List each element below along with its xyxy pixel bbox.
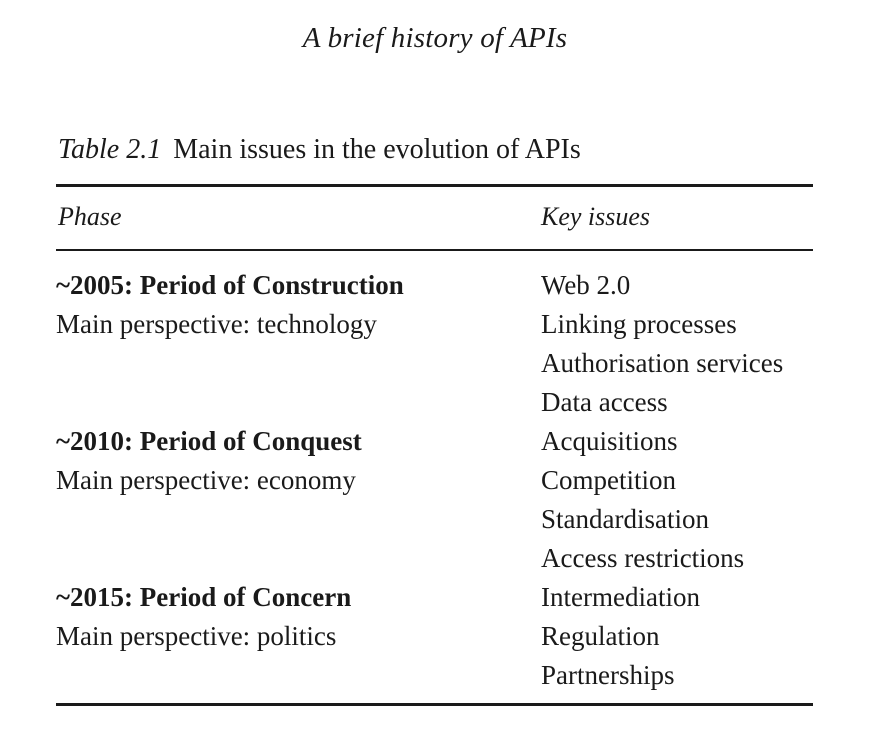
key-issue: Acquisitions [541, 426, 678, 456]
key-issue: Intermediation [541, 582, 700, 612]
table-caption [58, 134, 581, 166]
phase-title: ~2015: Period of Concern [56, 582, 352, 612]
key-issue: Regulation [541, 621, 660, 651]
key-issue: Linking processes [541, 309, 737, 339]
key-issue: Competition [541, 465, 676, 495]
running-header: A brief history of APIs [302, 22, 568, 54]
table-label: Table 2.1 [58, 134, 162, 165]
key-issue: Web 2.0 [541, 270, 631, 300]
table-caption-text: Main issues in the evolution of APIs [173, 134, 581, 165]
phase-perspective: Main perspective: economy [56, 465, 356, 495]
key-issue: Authorisation services [541, 348, 784, 378]
phase-perspective: Main perspective: technology [56, 309, 377, 339]
table-top-rule [56, 184, 813, 187]
column-header-key-issues: Key issues [541, 202, 651, 231]
phase-title: ~2010: Period of Conquest [56, 426, 362, 456]
key-issue: Access restrictions [541, 543, 745, 573]
table-header-rule [56, 249, 813, 251]
column-header-phase: Phase [58, 202, 122, 231]
key-issue: Standardisation [541, 504, 709, 534]
key-issue: Partnerships [541, 660, 675, 690]
phase-perspective: Main perspective: politics [56, 621, 337, 651]
key-issue: Data access [541, 387, 668, 417]
table-bottom-rule [56, 703, 813, 706]
phase-title: ~2005: Period of Construction [56, 270, 404, 300]
